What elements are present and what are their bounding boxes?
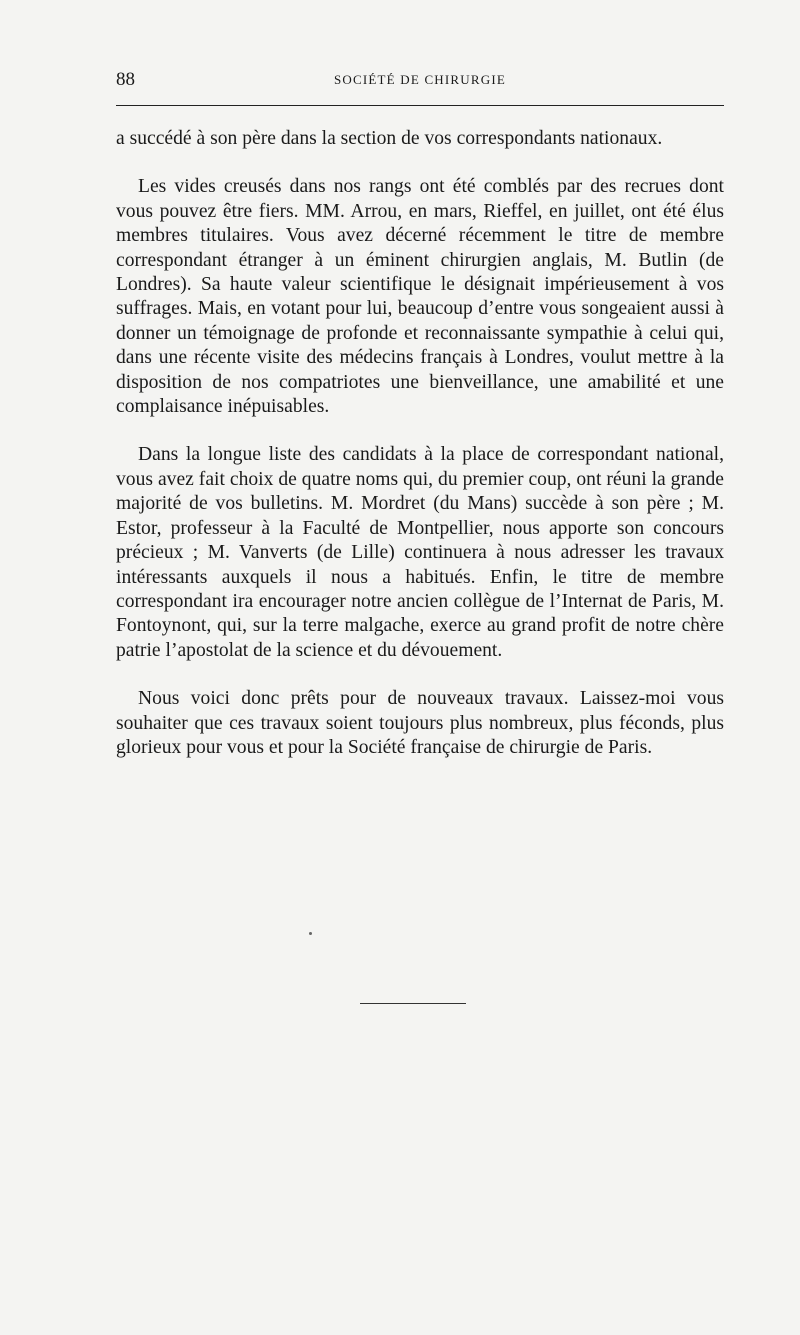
paragraph-correspondants: Dans la longue liste des candidats à la place de correspondant national, vous avez fait choix de quatre noms qui, du premier coup, ont réuni la grande majorité de vos bulletins. M. Mordret (du Mans) succède à son père ; M. Estor, professeur à la Faculté de Montpellier, nous apporte son concours précieux ; M. Vanverts (de Lille) continuera à nous adresser les travaux intéressants auxquels il nous a habitués. Enfin, le titre de membre correspondant ira encourager notre ancien collègue de l’Internat de Paris, M. Fontoynont, qui, sur la terre malgache, exerce au grand profit de notre chère patrie l’apostolat de la science et du dévouement. [116, 444, 724, 661]
page-header [116, 66, 724, 94]
body-text [116, 127, 724, 784]
page-number: 88 [116, 69, 135, 90]
end-rule [360, 1003, 466, 1004]
ink-speck [309, 932, 312, 935]
paragraph-continuation: a succédé à son père dans la section de vos correspondants nationaux. [116, 128, 663, 149]
paragraph-new-members: Les vides creusés dans nos rangs ont été comblés par des recrues dont vous pouvez être fiers. MM. Arrou, en mars, Rieffel, en juillet, ont été élus membres titulaires. Vous avez décerné récemment le titre de membre correspondant étranger à un éminent chirurgien anglais, M. Butlin (de Londres). Sa haute valeur scientifique le désignait impérieusement à vos suffrages. Mais, en votant pour lui, beaucoup d’entre vous songeaient aussi à donner un témoignage de profonde et reconnaissante sympathie à celui qui, dans une récente visite des médecins français à Londres, voulut mettre à la disposition de nos compatriotes une bienveillance, une amabilité et une complaisance inépuisables. [116, 176, 724, 418]
header-rule [116, 105, 724, 106]
running-title: SOCIÉTÉ DE CHIRURGIE [333, 72, 507, 87]
paragraph-closing: Nous voici donc prêts pour de nouveaux travaux. Laissez-moi vous souhaiter que ces travaux soient toujours plus nombreux, plus féconds, plus glorieux pour vous et pour la Société française de chirurgie de Paris. [116, 688, 724, 758]
